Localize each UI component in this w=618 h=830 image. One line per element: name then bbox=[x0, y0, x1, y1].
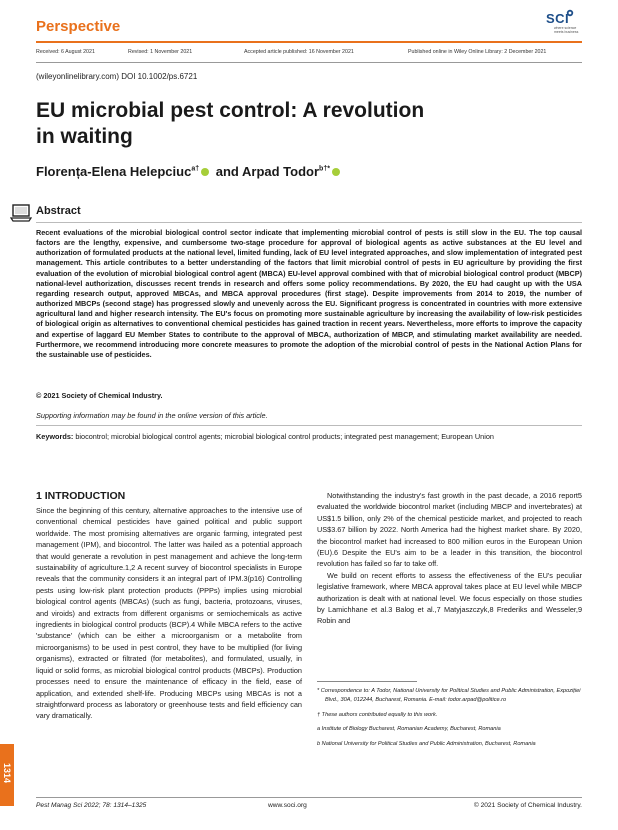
title-line-2: in waiting bbox=[36, 125, 133, 148]
affiliation-b: b National University for Political Studies and Public Administration, Bucharest, Romania bbox=[317, 741, 536, 748]
author-list bbox=[36, 164, 343, 179]
keywords-label: Keywords: bbox=[36, 432, 74, 441]
published-date: Published online in Wiley Online Library: 2 December 2021 bbox=[408, 49, 547, 55]
laptop-icon bbox=[10, 203, 32, 223]
sci-logo-text: SCI bbox=[546, 11, 570, 26]
title-line-1: EU microbial pest control: A revolution bbox=[36, 99, 425, 122]
correspondence-note: * Correspondence to: A Todor, National University for Political Studies and Public Administration, Expoziției Blvd., 30A, 012244, Bucharest, Romania. E-mail: todor.arpad@politice.ro bbox=[317, 688, 581, 703]
orcid-icon[interactable] bbox=[201, 168, 209, 176]
doi-line[interactable]: (wileyonlinelibrary.com) DOI 10.1002/ps.6721 bbox=[36, 72, 198, 81]
intro-paragraph-3: We build on recent efforts to assess the effectiveness of the EU's peculiar legislative framework, where MBCA approval takes place at EU level while MBCP authorization is dealt with at national level. We focus especially on those studies by Lamichhane et al.3 Balog et al.,7 Matyjaszczyk,8 Frederiks and Wesseler,9 Robin and bbox=[317, 570, 582, 626]
article-title bbox=[36, 98, 556, 150]
abstract-text: Recent evaluations of the microbial biological control sector indicate that implementing microbial control of pests is still slow in the EU. The top causal factors are the lengthy, expensive, and cumbersome two-stage procedure for approval of biological agents as active substances at the EU level and authorization of formulated products at the national level, limited funding, lack of EU level integrated approaches, and slow implementation of integrated pest management. This article contributes to a better understanding of the factors that limit microbial control of pests in EU agriculture by providing the first evaluation of the evolution of microbial biological control agent (MBCA) EU-level approval combined with that of microbial biological control product (MBCP) national-level authorization, discusses recent trends in research and offers some policy recommendations. By 2020, the EU had caught up with the USA regarding research output, approved MBCAs, and MBCA approval procedures (first stage). Despite improvements from 2014 to 2019, the number of authorized MBCPs (second stage) has progressed slowly and unevenly across the EU. Significant progress is concentrated in countries with more extensive agricultural land and higher research intensity. The EU's focus on promoting more sustainable agriculture by increasing the availability of low-risk pesticides of biological origin as alternatives to conventional chemical pesticides has gained traction in recent years. Nevertheless, more efforts to improve the capacity and expertise of laggard EU Member States to contribute to the approval of MBCA, authorization of MBCP, and stimulating market availability are needed. Furthermore, we recommend introducing more concrete measures to promote the adoption of the microbial control of pests in the National Action Plans for the sustainable use of pesticides. bbox=[36, 228, 582, 359]
footnotes bbox=[317, 687, 582, 755]
accepted-date: Accepted article published: 16 November 2021 bbox=[244, 49, 354, 55]
page-number-tab bbox=[0, 744, 14, 806]
revised-date: Revised: 1 November 2021 bbox=[128, 49, 193, 55]
supporting-info: Supporting information may be found in the online version of this article. bbox=[36, 411, 268, 420]
author-2-affil: b†* bbox=[319, 165, 330, 173]
keywords bbox=[36, 432, 582, 442]
orcid-icon[interactable] bbox=[332, 168, 340, 176]
journal-website[interactable]: www.soci.org bbox=[268, 802, 307, 809]
article-dates bbox=[36, 49, 582, 59]
footnote-rule bbox=[317, 681, 417, 682]
journal-citation: Pest Manag Sci 2022; 78: 1314–1325 bbox=[36, 802, 147, 809]
section-label: Perspective bbox=[36, 18, 121, 35]
left-column bbox=[36, 505, 302, 722]
sci-logo bbox=[540, 7, 582, 37]
affiliation-a: a Institute of Biology Bucharest, Romanian Academy, Bucharest, Romania bbox=[317, 726, 501, 733]
received-date: Received: 6 August 2021 bbox=[36, 49, 95, 55]
intro-paragraph-2: Notwithstanding the industry's fast growth in the past decade, a 2016 report5 evaluated the worldwide biocontrol market (including MBCP and invertebrates) at US$1.5 billion, only 2% of the chemical pesticide market, and projected to reach US$3.67 billion by 2022. North America had the highest market share. By 2020, the biocontrol market had increased to 800 million euros in the European Union (EU).6 Despite the EU's aim to be a leader in this transition, the biocontrol revolution has failed so far to take off. bbox=[317, 491, 582, 569]
keywords-rule bbox=[36, 425, 582, 426]
page-number: 1314 bbox=[2, 762, 12, 784]
header-rule bbox=[36, 41, 582, 43]
keywords-text: biocontrol; microbial biological control agents; microbial biological control products; integrated pest management; European Union bbox=[75, 432, 494, 441]
intro-paragraph-1: Since the beginning of this century, alternative approaches to the intensive use of conventional chemical pesticides have gained political and public support worldwide. The most promising alternatives are organic farming, integrated pest management (IPM), and biocontrol. The latter was hailed as a potential approach that would generate a revolution in pest management and achieve the long-term sustainability of agriculture.1,2 A recent survey of biocontrol specialists in Europe reveals that the community considers it an integral part of IPM.3(p16) Controlling pests using low-risk plant protection products (PPPs) implies using microbial biological control agents (MBCAs) (such as fungi, bacteria, protozoans, viruses, and viroids) and extracts from different organisms or semiochemicals as active ingredients in biological control products (BCP).4 While MBCA refers to the active 'substance' (which can be either a microorganism or a metabolite from microorganisms) to be used in pest control, they have to be multiplied (for living organisms), extracted or filtrated (for metabolites), and formulated, usually, in liquid or solid forms, as microbial biological control products (MBCPs). Production processes need to ensure the maintenance of efficacy in the field, ease of application, and extended shelf-life. Producing MBCPs using MBCAs is not a straightforward process as laboratory or greenhouse tests and field efficiency can vary dramatically. bbox=[36, 506, 302, 721]
dates-rule bbox=[36, 62, 582, 63]
abstract-rule bbox=[36, 222, 582, 223]
right-column bbox=[317, 490, 582, 627]
page-footer bbox=[36, 802, 582, 812]
author-1-affil: a† bbox=[191, 165, 200, 173]
footer-copyright: © 2021 Society of Chemical Industry. bbox=[473, 802, 582, 809]
author-1: Florența-Elena Helepciuc bbox=[36, 164, 192, 179]
abstract-heading: Abstract bbox=[36, 205, 81, 217]
abstract-copyright: © 2021 Society of Chemical Industry. bbox=[36, 391, 163, 400]
author-connector: and bbox=[215, 164, 239, 179]
author-2: Arpad Todor bbox=[242, 164, 320, 179]
sci-logo-subtext: where science meets business bbox=[554, 26, 579, 34]
equal-contribution-note: † These authors contributed equally to this work. bbox=[317, 711, 438, 718]
footer-rule bbox=[36, 797, 582, 798]
introduction-heading: 1 INTRODUCTION bbox=[36, 490, 126, 502]
header-bar bbox=[36, 18, 582, 38]
